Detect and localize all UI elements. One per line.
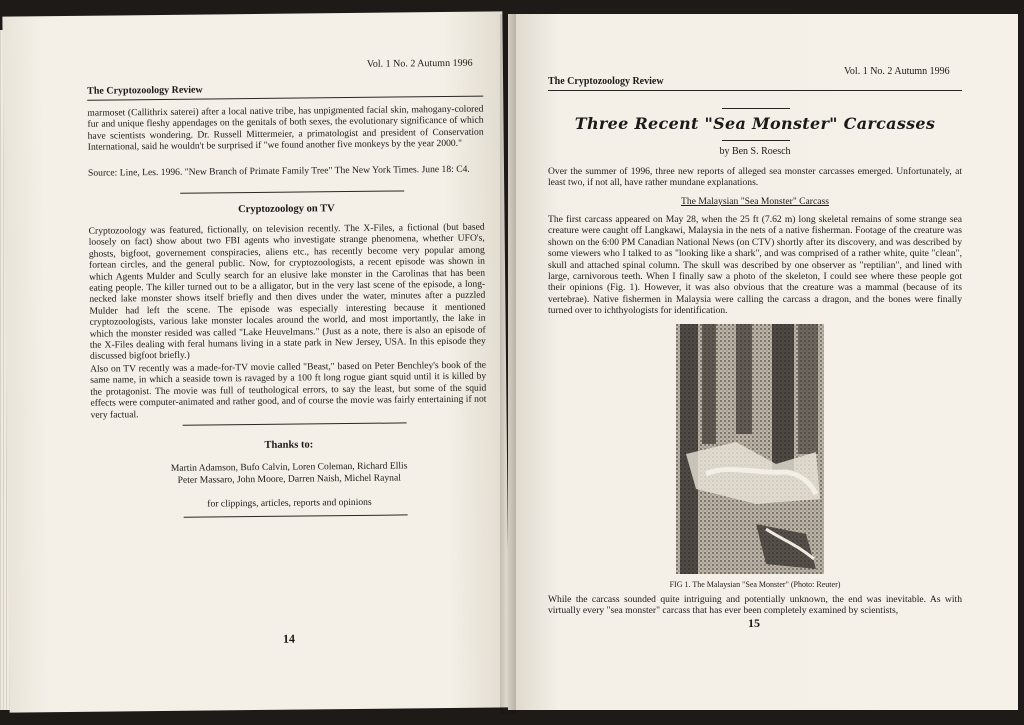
book-gutter [500,14,516,714]
right-page-number: 15 [748,616,760,630]
figure-caption: FIG 1. The Malaysian "Sea Monster" (Photo: Reuter) [669,580,841,589]
left-intro-paragraph: marmoset (Callithrix saterei) after a local native tribe, has unpigmented facial skin, mahogany-colored fur and unique fleshy appendages on the genitals of both sexes, the evolutionary significance of which have scientists wondering. Dr. Russell Mittermeier, a primatologist and president of Conservation International, said he wouldn't be surprised if "we found another five monkeys by the year 2000." [87,103,484,153]
right-page [508,14,1018,710]
left-issue-info: Vol. 1 No. 2 Autumn 1996 [366,57,473,70]
article-body: The first carcass appeared on May 28, when the 25 ft (7.62 m) long skeletal remains of some strange sea creature were caught off Langkawi, Malaysia in the nets of a native fisherman. Footage of the creature was shown on the 6:00 PM Canadian National News (on CTV) shortly after its discovery, and was described by some viewers who I talked to as "looking like a shark", and was comprised of a rather white, quite "clean", skull and attached spinal column. The skull was described by one observer as "reptilian", and lined with large, carnivorous teeth. When I finally saw a photo of the skeleton, I could see where these people got their opinions (Fig. 1). However, it was also obvious that the creature was a mammal (because of its vertebrae). Native fishermen in Malaysia were calling the carcass a dragon, and the bones were finally turned over to ichthyologists for identification. [548,214,962,317]
tv-paragraph-2: Also on TV recently was a made-for-TV movie called "Beast," based on Peter Benchley's book of the same name, in which a seaside town is ravaged by a 100 ft long rogue giant squid until it is killed by the protagonist. The movie was full of teuthological errors, to say the least, but some of the squid effects were computer-animated and rather good, and of course the movie was fairly entertaining if not very factual. [90,359,487,421]
byline: by Ben S. Roesch [719,146,791,157]
left-running-title: The Cryptozoology Review [87,84,203,97]
thanks-names-line-1: Martin Adamson, Bufo Calvin, Loren Coleman, Richard Ellis [170,460,408,474]
thanks-names-line-2: Peter Massaro, John Moore, Darren Naish, Michel Raynal [177,472,401,486]
left-page [2,11,509,712]
section-title-tv: Cryptozoology on TV [238,203,335,216]
section-divider [180,190,404,193]
title-rule-top [722,108,790,109]
closing-paragraph: While the carcass sounded quite intriguing and potentially unknown, the end was inevitable. As with virtually every "sea monster" carcass that has ever been completely examined by scientists, [548,594,962,617]
photo-illustration [676,324,824,574]
thanks-divider-bottom [184,514,408,517]
right-issue-info: Vol. 1 No. 2 Autumn 1996 [844,66,950,77]
subhead-malaysian-carcass: The Malaysian "Sea Monster" Carcass [681,196,829,207]
thanks-title: Thanks to: [264,439,314,451]
article-title: Three Recent "Sea Monster" Carcasses [574,114,936,133]
right-header-rule [548,90,962,91]
source-citation: Source: Line, Les. 1996. "New Branch of Primate Family Tree" The New York Times. June 18: C4. [87,163,470,179]
left-header-rule [87,96,483,101]
thanks-divider-top [183,422,407,425]
article-intro: Over the summer of 1996, three new reports of alleged sea monster carcasses emerged. Unfortunately, at least two, if not all, have rather mundane explanations. [548,166,962,189]
malaysian-carcass-photo [676,324,824,574]
title-rule-bottom [722,140,790,141]
thanks-note: for clippings, articles, reports and opinions [207,496,372,510]
right-running-title: The Cryptozoology Review [548,76,664,87]
left-page-number: 14 [282,631,295,646]
tv-paragraph-1: Cryptozoology was featured, fictionally, on television recently. The X-Files, a fictional (but based loosely on fact) show about two FBI agents who investigate strange phenomena, whether UFO's, ghosts, bigfoot, governement conspiracies, aliens etc., has recently become very popular among fortean circles, and the general public. Now, for cryptozoologists, a recent episode was shown in which Agents Mulder and Scully search for an elusive lake monster in the Carolinas that has been eating people. The killer turned out to be a alligator, but in the very last scene of the episode, a long-necked lake monster shows itself briefly and then dives under the water, minutes after a puzzled Mulder had left the scene. The episode was especially interesting because it mentioned cryptozoologists, various lake monster locales around the world, and most importantly, the lake in which the monster resided was called "Lake Heuvelmans." (Just as a note, there is also an episode of the X-Files dealing with feral humans living in a state park in New Jersey, USA. In this episode they discussed bigfoot briefly.) [88,221,486,363]
